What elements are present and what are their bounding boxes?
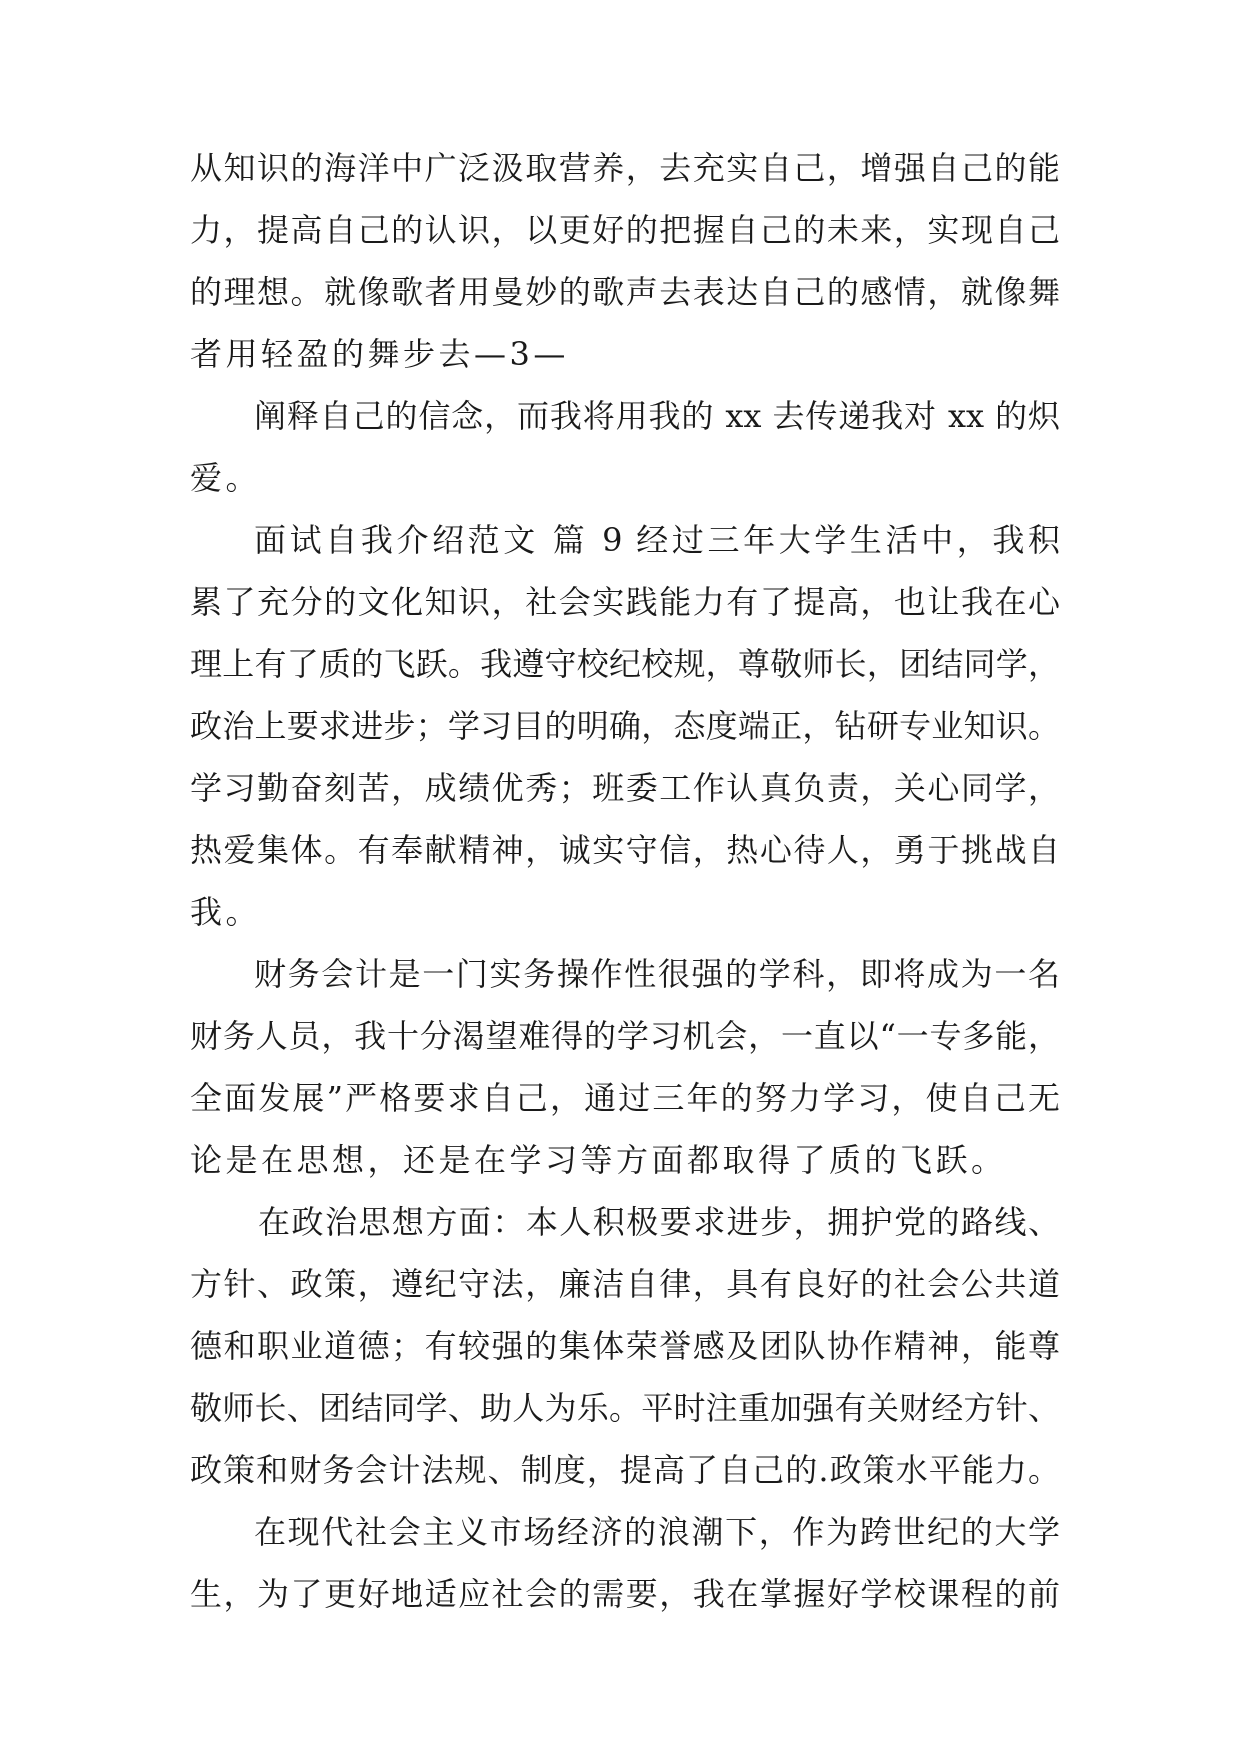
text-line: 德和职业道德；有较强的集体荣誉感及团队协作精神，能尊	[190, 1327, 1060, 1365]
text-line: 财务人员，我十分渴望难得的学习机会，一直以“一专多能，	[190, 1017, 1060, 1055]
text-line: 的理想。就像歌者用曼妙的歌声去表达自己的感情，就像舞	[190, 273, 1060, 311]
text-line: 方针、政策，遵纪守法，廉洁自律，具有良好的社会公共道	[190, 1265, 1060, 1303]
text-line: 财务会计是一门实务操作性很强的学科，即将成为一名	[254, 955, 1060, 993]
text-line: 从知识的海洋中广泛汲取营养，去充实自己，增强自己的能	[190, 149, 1060, 187]
text-line: 在现代社会主义市场经济的浪潮下，作为跨世纪的大学	[254, 1513, 1060, 1551]
text-line: 论是在思想，还是在学习等方面都取得了质的飞跃。	[190, 1141, 1007, 1179]
text-line: 生，为了更好地适应社会的需要，我在掌握好学校课程的前	[190, 1575, 1060, 1613]
text-line: 敬师长、团结同学、助人为乐。平时注重加强有关财经方针、	[190, 1389, 1060, 1427]
text-line: 在政治思想方面：本人积极要求进步，拥护党的路线、	[258, 1203, 1060, 1241]
text-line: 力，提高自己的认识，以更好的把握自己的未来，实现自己	[190, 211, 1060, 249]
text-line: 全面发展”严格要求自己，通过三年的努力学习，使自己无	[190, 1079, 1060, 1117]
text-line: 理上有了质的飞跃。我遵守校纪校规，尊敬师长，团结同学，	[190, 645, 1060, 683]
text-line: 热爱集体。有奉献精神，诚实守信，热心待人，勇于挑战自	[190, 831, 1060, 869]
text-line: 学习勤奋刻苦，成绩优秀；班委工作认真负责，关心同学，	[190, 769, 1060, 807]
text-line: 政策和财务会计法规、制度，提高了自己的.政策水平能力。	[190, 1451, 1060, 1489]
text-line: 者用轻盈的舞步去—3—	[190, 335, 569, 373]
text-line: 政治上要求进步；学习目的明确，态度端正，钻研专业知识。	[190, 707, 1060, 745]
text-line: 阐释自己的信念，而我将用我的 xx 去传递我对 xx 的炽	[254, 397, 1060, 435]
text-line: 面试自我介绍范文 篇 9 经过三年大学生活中，我积	[254, 521, 1060, 559]
text-line: 我。	[190, 893, 262, 931]
text-line: 累了充分的文化知识，社会实践能力有了提高，也让我在心	[190, 583, 1060, 621]
text-line: 爱。	[190, 459, 262, 497]
